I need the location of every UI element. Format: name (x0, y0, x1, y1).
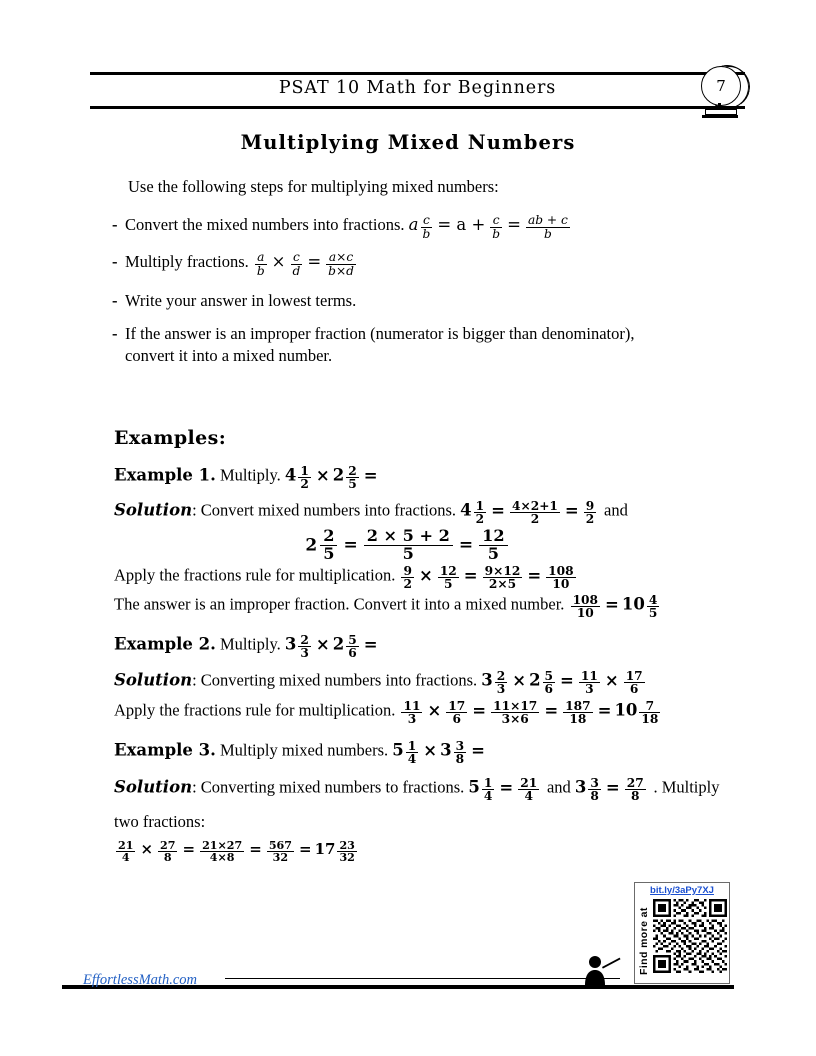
globe-base-shadow (702, 115, 738, 118)
formula-a: a (408, 215, 419, 234)
solution-label: Solution (114, 777, 193, 797)
example-2-statement (114, 634, 754, 660)
example-3-label: Example 3. (114, 740, 216, 760)
example-1-display-equation: 2 $\frac{2}{5}$ = $\frac{2 \times 5 + 2}{5}$ = $\frac{12}{5}$ (0, 528, 816, 563)
bullet-dash-icon: - (112, 252, 118, 271)
example-2-problem: 3 $\frac{2}{3}$ × 2 $\frac{5}{6}$ = (284, 633, 378, 661)
footer-brand[interactable]: EffortlessMath.com (83, 972, 197, 988)
example-3-solution-line-2: two fractions: (114, 812, 206, 831)
qr-code-icon[interactable] (653, 899, 727, 973)
qr-vertical-label: Find more at (638, 907, 650, 975)
example-1-solution-line-2 (114, 565, 754, 591)
solution-text-multiply: Multiply (661, 777, 720, 797)
step-item-3 (112, 290, 732, 312)
solution-label: Solution (114, 500, 193, 520)
example-1-label: Example 1. (114, 465, 216, 485)
step-text-2: Multiply fractions. (125, 252, 249, 271)
examples-heading: Examples: (114, 427, 227, 449)
solution-text: Apply the fractions rule for multiplication. (114, 700, 396, 720)
example-1-eq-3: $\frac{108}{10}$ = 10 $\frac{4}{5}$ (572, 593, 658, 621)
example-3-solution-line-1 (114, 777, 754, 803)
colon: : (192, 670, 197, 690)
example-3-final-equation: $\frac{21}{4}$ × $\frac{27}{8}$ = $\frac{21\times 27}{4\times 8}$ = $\frac{567}{32}$ = 17 $\frac{23}{32}$ (118, 839, 355, 865)
colon: : (192, 777, 197, 797)
bullet-dash-icon: - (112, 291, 118, 310)
formula-plus: = a + (437, 215, 486, 234)
mixed-number-1: 4 $\frac{1}{2}$ (284, 464, 309, 492)
colon: : (192, 500, 197, 520)
mixed-number-2: 2 $\frac{2}{5}$ (332, 464, 357, 492)
example-2-label: Example 2. (114, 634, 216, 654)
formula-fraction-cb: $\frac{c}{b}$ (422, 213, 431, 241)
example-1-problem: 4 $\frac{1}{2}$ × 2 $\frac{2}{5}$ = (284, 464, 378, 492)
solution-text: Convert mixed numbers into fractions. (200, 500, 457, 520)
example-1-eq-1: 4 $\frac{1}{2}$ = $\frac{4\times 2+1}{2}$ = $\frac{9}{2}$ (460, 499, 595, 527)
qr-promo-box[interactable] (634, 882, 730, 984)
step-text-4-continued: convert it into a mixed number. (125, 345, 333, 365)
solution-text: Converting mixed numbers to fractions. (200, 777, 465, 797)
step-item-4 (112, 323, 732, 367)
header-title: PSAT 10 Math for Beginners (278, 78, 557, 98)
formula-times: × (271, 252, 286, 271)
solution-text: The answer is an improper fraction. Convert it into a mixed number. (114, 594, 565, 614)
period: . (653, 777, 658, 797)
footer-rule-thin (225, 978, 620, 979)
solution-text: Apply the fractions rule for multiplication. (114, 565, 396, 585)
step-formula-2 (253, 250, 358, 278)
step-text-1: Convert the mixed numbers into fractions. (125, 215, 405, 234)
formula-fraction-cb2: $\frac{c}{b}$ (492, 213, 501, 241)
header-rule-bottom (90, 106, 745, 109)
bullet-dash-icon: - (112, 215, 118, 234)
example-1-eq-2: $\frac{9}{2}$ × $\frac{12}{5}$ = $\frac{9\times 12}{2\times 5}$ = $\frac{108}{10}$ (403, 564, 574, 592)
example-2-eq-1: 3 $\frac{2}{3}$ × 2 $\frac{5}{6}$ = $\frac{11}{3}$ × $\frac{17}{6}$ (481, 669, 643, 697)
bullet-dash-icon: - (112, 324, 118, 343)
solution-label: Solution (114, 670, 193, 690)
page-number: 7 (716, 76, 726, 95)
page-title: Multiplying Mixed Numbers (240, 131, 576, 154)
example-2-solution-line-1 (114, 670, 754, 696)
page-header (90, 72, 745, 112)
step-item-2 (112, 251, 732, 277)
example-3-eq-1b: 3 $\frac{3}{8}$ = $\frac{27}{8}$ (574, 776, 644, 804)
example-2-solution-line-2 (114, 700, 754, 726)
formula-fraction-cd: $\frac{c}{d}$ (292, 250, 301, 278)
header-rule-top (90, 72, 745, 75)
example-3-statement (114, 740, 754, 766)
example-2-eq-2: $\frac{11}{3}$ × $\frac{17}{6}$ = $\frac{11\times 17}{3\times 6}$ = $\frac{187}{18}$ = 10 $\frac{7}{18}$ (403, 699, 659, 727)
and-word: and (546, 777, 571, 797)
step-item-1 (112, 214, 732, 240)
example-1-statement (114, 465, 754, 491)
example-3-problem: 5 $\frac{1}{4}$ × 3 $\frac{3}{8}$ = (392, 739, 485, 767)
example-3-eq-1a: 5 $\frac{1}{4}$ = $\frac{21}{4}$ (468, 776, 538, 804)
and-word: and (604, 500, 628, 520)
example-2-prompt: Multiply. (219, 634, 281, 654)
step-formula-1 (408, 213, 572, 241)
formula-fraction-ab: $\frac{a}{b}$ (256, 250, 265, 278)
intro-text: Use the following steps for multiplying mixed numbers: (128, 177, 499, 196)
solution-text: Converting mixed numbers into fractions. (200, 670, 478, 690)
example-1-solution-line-1 (114, 500, 754, 526)
teacher-silhouette-icon (578, 953, 626, 985)
example-1-solution-line-3 (114, 594, 754, 620)
formula-fraction-product: $\frac{a\times c}{b\times d}$ (328, 250, 354, 278)
example-3-prompt: Multiply mixed numbers. (219, 740, 389, 760)
step-text-4: If the answer is an improper fraction (numerator is bigger than denominator), (125, 324, 635, 343)
qr-link-text[interactable]: bit.ly/3aPy7XJ (650, 885, 714, 896)
formula-equals: = (507, 215, 521, 234)
globe-sphere-icon (701, 66, 741, 106)
formula-fraction-abc: $\frac{ab + c}{b}$ (527, 213, 568, 241)
step-text-3: Write your answer in lowest terms. (125, 291, 357, 310)
formula-equals: = (307, 252, 322, 271)
example-1-prompt: Multiply. (219, 465, 281, 485)
globe-page-marker (697, 64, 753, 122)
